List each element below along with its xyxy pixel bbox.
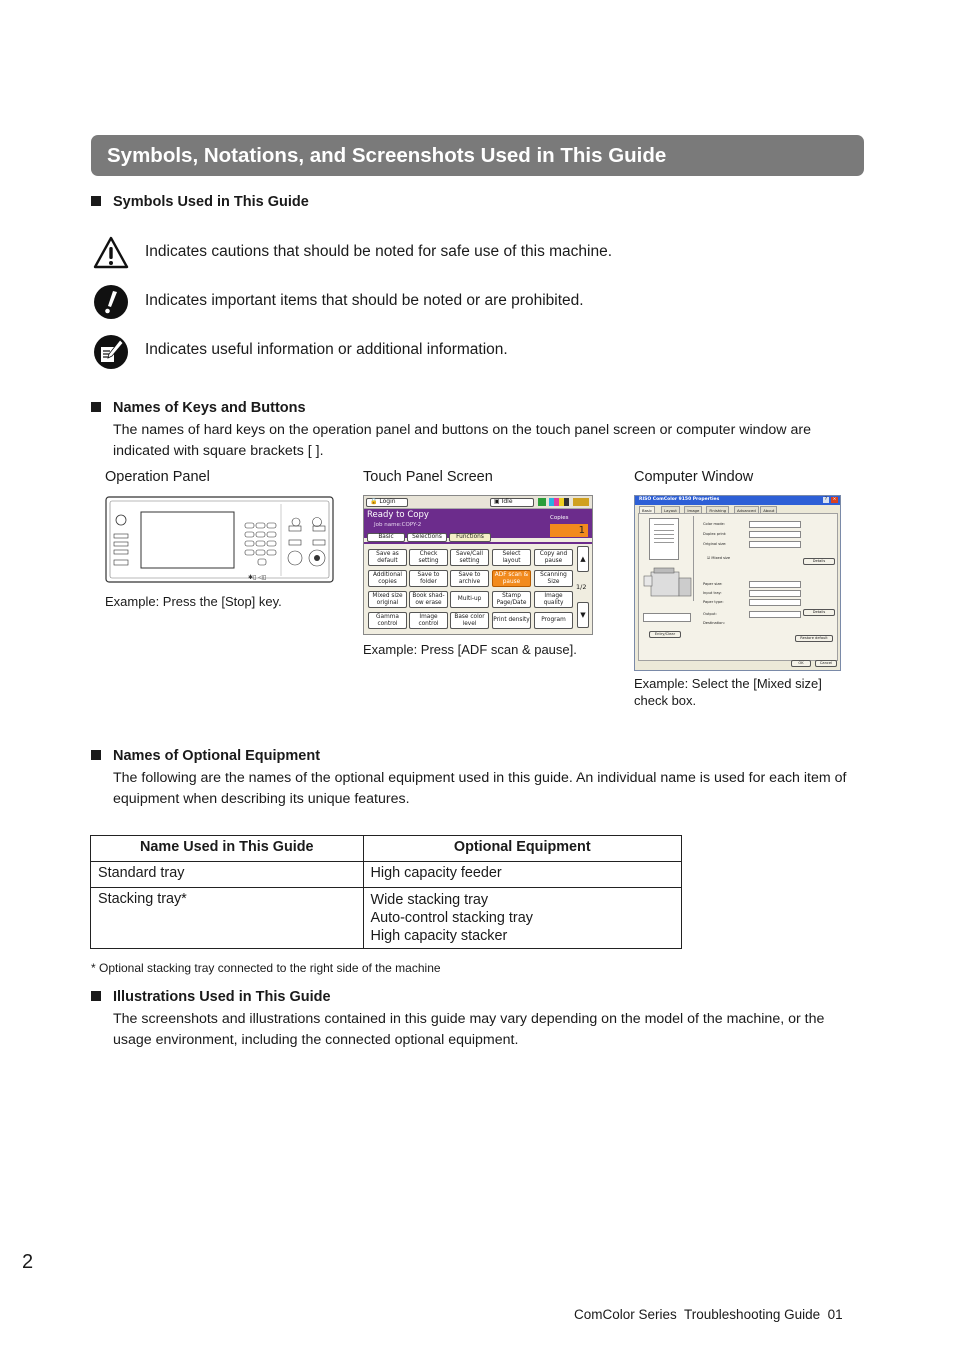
tab-underline <box>364 542 592 544</box>
symbols-heading <box>91 194 309 210</box>
touch-panel-button[interactable]: Print density <box>492 612 531 629</box>
illustrations-heading-text: Illustrations Used in This Guide <box>113 989 331 1005</box>
window-tab[interactable]: Finishing <box>706 506 729 514</box>
window-tab[interactable]: About <box>760 506 777 514</box>
table-footnote: * Optional stacking tray connected to the right side of the machine <box>91 961 441 975</box>
equipment-line: High capacity feeder <box>370 865 502 881</box>
job-name: Job name:COPY-2 <box>374 522 422 528</box>
ready-status: Ready to Copy <box>367 510 429 520</box>
page-preview <box>649 518 679 560</box>
symbol-caution-text: Indicates cautions that should be noted for safe use of this machine. <box>145 243 613 260</box>
window-field-label: Destination: <box>703 621 725 625</box>
window-tab[interactable]: Layout <box>661 506 680 514</box>
page-footer: ComColor Series Troubleshooting Guide 01 <box>574 1307 843 1322</box>
touch-panel-button[interactable]: Save/Call setting <box>450 549 489 566</box>
touch-panel-button[interactable]: Additional copies <box>368 570 407 587</box>
touch-panel-button[interactable]: Book shad-ow erase <box>409 591 448 608</box>
table-cell-equipment <box>363 888 681 949</box>
touch-panel-button[interactable]: Base color level <box>450 612 489 629</box>
figure-label-operation-panel: Operation Panel <box>105 469 210 485</box>
consumables-icon <box>573 498 589 506</box>
touch-panel-button[interactable]: Mixed size original <box>368 591 407 608</box>
window-field-label: Output: <box>703 612 717 616</box>
touch-panel-button[interactable]: Multi-up <box>450 591 489 608</box>
scroll-down-button[interactable]: ▼ <box>577 602 589 628</box>
scroll-up-button[interactable]: ▲ <box>577 546 589 572</box>
ink-levels-icon <box>549 498 569 506</box>
page-title: Symbols, Notations, and Screenshots Used in This Guide <box>91 135 864 176</box>
optional-heading <box>91 748 320 764</box>
caution-triangle-icon <box>93 236 129 270</box>
tab-functions[interactable]: Functions <box>449 533 491 542</box>
tab-basic[interactable]: Basic <box>367 533 405 542</box>
touch-panel-screenshot <box>363 495 593 635</box>
operation-panel-illustration <box>105 496 334 583</box>
window-tab[interactable]: Image <box>684 506 702 514</box>
equipment-line: Auto-control stacking tray <box>370 910 533 926</box>
touch-panel-button[interactable]: Copy and pause <box>534 549 573 566</box>
keys-heading <box>91 400 306 416</box>
restore-default-button[interactable]: Restore default <box>795 635 833 642</box>
table-header-name: Name Used in This Guide <box>91 836 364 862</box>
touch-panel-button[interactable]: Stamp Page/Date <box>492 591 531 608</box>
mixed-size-checkbox[interactable]: ☑ Mixed size <box>707 556 731 560</box>
window-field-label: Paper type: <box>703 600 724 604</box>
touch-panel-button[interactable]: Program <box>534 612 573 629</box>
cancel-button[interactable]: Cancel <box>815 660 837 667</box>
important-exclamation-icon <box>93 284 129 320</box>
touch-panel-button[interactable]: Save to folder <box>409 570 448 587</box>
caption-computer-window: Example: Select the [Mixed size] check box. <box>634 676 822 708</box>
note-pencil-icon <box>93 334 129 370</box>
copies-label: Copies <box>550 515 569 521</box>
touch-panel-button[interactable]: Save as default <box>368 549 407 566</box>
window-field-select[interactable] <box>749 590 801 597</box>
page-indicator: 1/2 <box>576 583 587 591</box>
vertical-arrow <box>693 516 694 601</box>
page-number: 2 <box>22 1251 34 1273</box>
table-cell-equipment <box>363 862 681 888</box>
window-field-select[interactable] <box>749 581 801 588</box>
window-field-select[interactable] <box>749 541 801 548</box>
symbol-important-text: Indicates important items that should be noted or are prohibited. <box>145 292 584 309</box>
illustrations-heading <box>91 989 331 1005</box>
ok-button[interactable]: OK <box>791 660 811 667</box>
touch-panel-button[interactable]: Check setting <box>409 549 448 566</box>
caption-operation-panel: Example: Press the [Stop] key. <box>105 594 282 609</box>
illustrations-body: The screenshots and illustrations contained in this guide may vary depending on the model of the machine, or the usage environment, including the connected optional equipment. <box>113 1011 825 1048</box>
window-field-label: Paper size: <box>703 582 723 586</box>
touch-panel-button[interactable]: Select layout <box>492 549 531 566</box>
touch-panel-button[interactable]: Gamma control <box>368 612 407 629</box>
window-field-select[interactable] <box>749 611 801 618</box>
optional-body: The following are the names of the optional equipment used in this guide. An individual name is used for each item of equipment when describing its unique features. <box>113 770 847 807</box>
saved-settings-select[interactable] <box>643 613 691 622</box>
window-tab[interactable]: Basic <box>639 506 655 514</box>
figure-label-computer-window: Computer Window <box>634 469 754 485</box>
idle-status: ▣ Idle <box>490 498 534 507</box>
idle-label: Idle <box>501 498 513 506</box>
table-header-equipment: Optional Equipment <box>363 836 681 862</box>
equipment-line: High capacity stacker <box>370 928 508 944</box>
symbols-heading-text: Symbols Used in This Guide <box>113 194 309 210</box>
window-field-label: Color mode: <box>703 522 725 526</box>
login-button[interactable]: 🔒 Login <box>366 498 408 507</box>
touch-panel-button[interactable]: Image control <box>409 612 448 629</box>
symbol-note-text: Indicates useful information or additional information. <box>145 341 508 358</box>
optional-equipment-table <box>90 835 682 949</box>
window-field-select[interactable] <box>749 599 801 606</box>
window-field-label: Original size: <box>703 542 727 546</box>
printer-illustration <box>643 566 693 600</box>
optional-heading-text: Names of Optional Equipment <box>113 748 321 764</box>
window-field-label: Duplex print: <box>703 532 727 536</box>
window-field-select[interactable] <box>749 531 801 538</box>
touch-panel-button[interactable]: Save to archive <box>450 570 489 587</box>
help-icon[interactable]: ? <box>824 497 828 502</box>
caption-touch-panel: Example: Press [ADF scan & pause]. <box>363 642 577 657</box>
tab-selections[interactable]: Selections <box>407 533 447 542</box>
login-label: Login <box>379 498 396 506</box>
touch-panel-button[interactable]: Image quality <box>534 591 573 608</box>
touch-panel-button[interactable]: Scanning Size <box>534 570 573 587</box>
table-cell-name: Stacking tray* <box>91 888 364 949</box>
equipment-line: Wide stacking tray <box>370 892 489 908</box>
close-icon[interactable]: × <box>832 497 837 502</box>
keys-body: The names of hard keys on the operation panel and buttons on the touch panel screen or computer window are indicated with square brackets [ ]. <box>113 422 811 459</box>
ink-status-icon <box>538 498 546 506</box>
touch-panel-button[interactable]: ADF scan & pause <box>492 570 531 587</box>
computer-window-screenshot <box>634 495 841 671</box>
window-tab[interactable]: Advanced <box>734 506 759 514</box>
table-cell-name: Standard tray <box>91 862 364 888</box>
svg-text:✱▯ ◁▯: ✱▯ ◁▯ <box>248 574 267 581</box>
entry-clear-button[interactable]: Entry/Clear <box>649 631 681 638</box>
figure-label-touch-panel: Touch Panel Screen <box>363 469 493 485</box>
window-title: RISO ComColor 9150 Properties <box>639 497 720 502</box>
window-field-label: Input tray: <box>703 591 722 595</box>
keys-heading-text: Names of Keys and Buttons <box>113 400 306 416</box>
copies-value[interactable]: 1 <box>550 524 588 537</box>
window-field-select[interactable] <box>749 521 801 528</box>
details-button-1[interactable]: Details <box>803 558 835 565</box>
details-button-2[interactable]: Details <box>803 609 835 616</box>
